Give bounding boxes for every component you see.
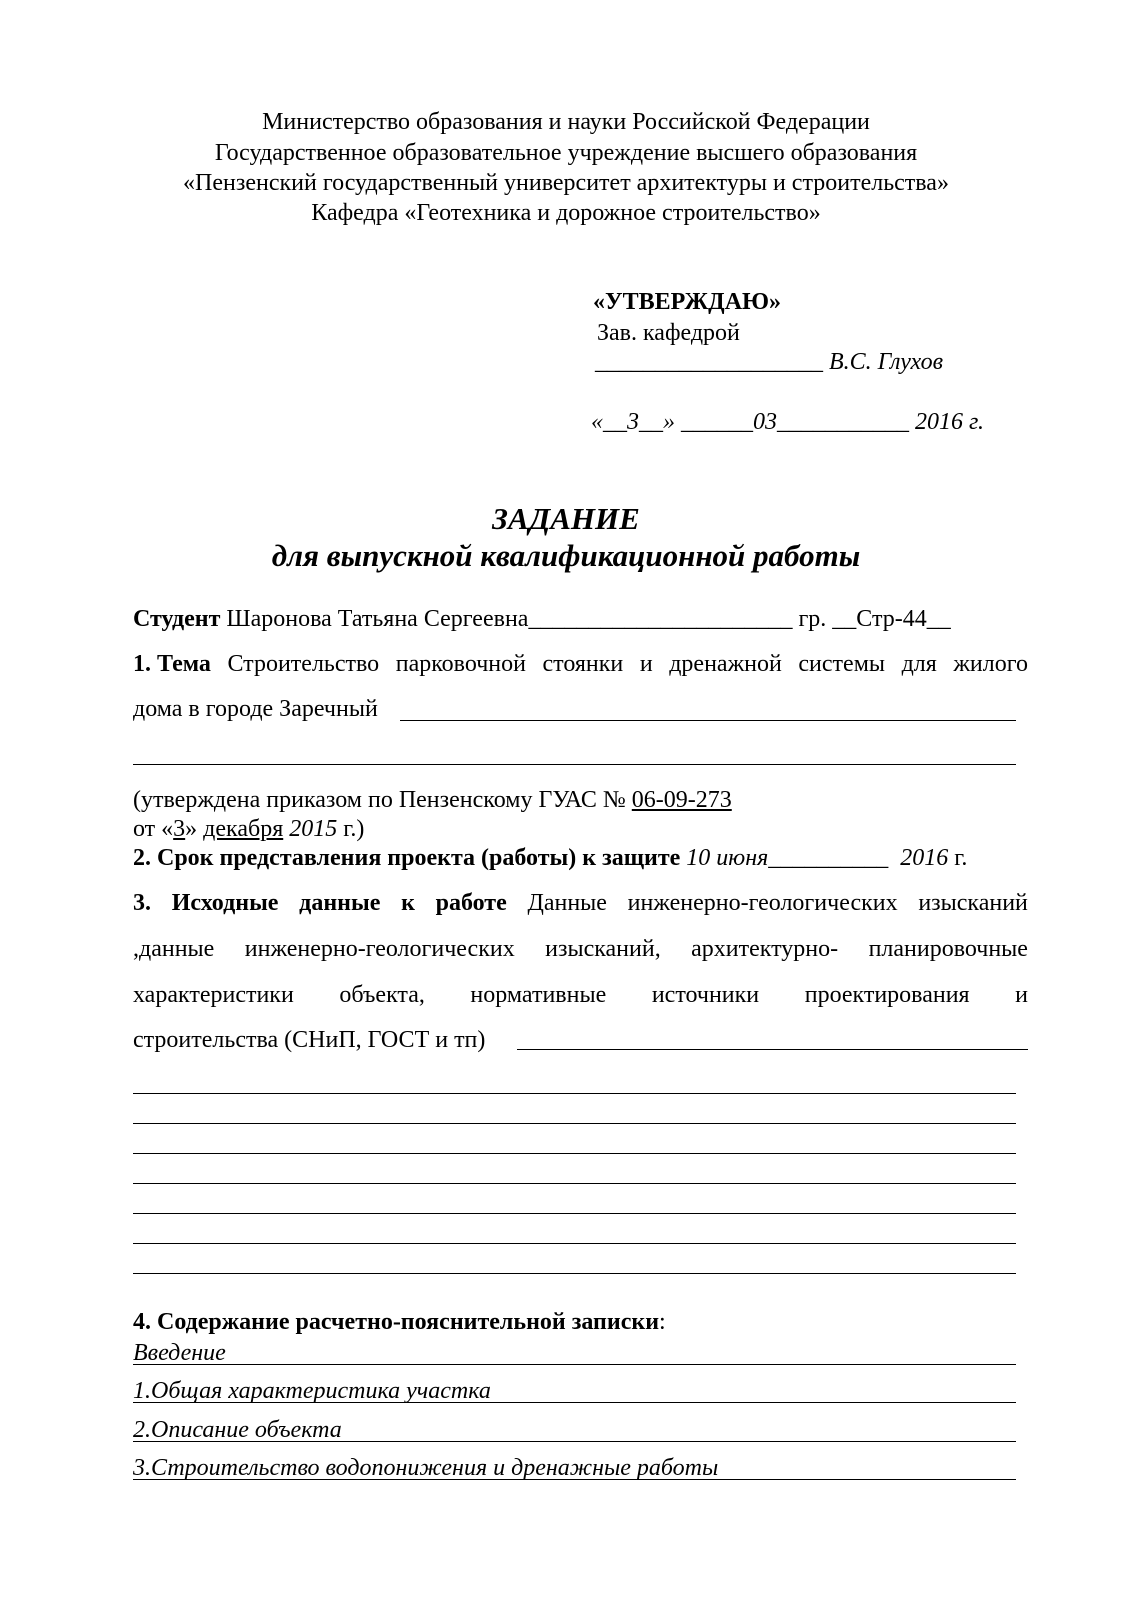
topic-empty-rule	[133, 764, 1016, 765]
contents-item: 2.Описание объекта	[133, 1417, 342, 1443]
order-day: 3	[173, 816, 186, 842]
contents-item: Введение	[133, 1340, 226, 1366]
initial-data-line-2: ,данные инженерно-геологических изысканий, архитектурно- планировочные	[133, 936, 1028, 962]
empty-line	[133, 1183, 1016, 1184]
approval-position: Зав. кафедрой	[597, 320, 740, 346]
initial-data-line-3: характеристики объекта, нормативные источники проектирования и	[133, 982, 1028, 1008]
signature-blank: ___________________	[595, 349, 823, 375]
empty-line	[133, 1273, 1016, 1274]
empty-line	[133, 1093, 1016, 1094]
initial-data-line-4: строительства (СНиП, ГОСТ и тп)	[133, 1027, 486, 1053]
institution-type-line: Государственное образовательное учреждение высшего образования	[214, 140, 918, 166]
ministry-line: Министерство образования и науки Российской Федерации	[262, 109, 870, 135]
student-group: гр. __Стр-44__	[798, 606, 951, 632]
student-name: Шаронова Татьяна Сергеевна	[226, 606, 529, 632]
deadline-date: 10 июня	[686, 845, 769, 871]
student-blank: ______________________	[528, 606, 793, 632]
student-line	[133, 607, 951, 631]
approver-name: В.С. Глухов	[829, 349, 943, 375]
order-line: (утверждена приказом по Пензенскому ГУАС № 06-09-273	[133, 787, 732, 813]
topic-fill-rule	[400, 720, 1016, 721]
student-label: Студент	[133, 606, 221, 632]
deadline-line: 2. Срок представления проекта (работы) к защите 10 июня__________ 2016 г.	[133, 845, 968, 871]
empty-line	[133, 1123, 1016, 1124]
initial-data-line-1: 3. Исходные данные к работе Данные инженерно-геологических изысканий	[133, 890, 1028, 916]
contents-item-rule	[133, 1402, 1016, 1403]
empty-line	[133, 1243, 1016, 1244]
university-name-line: «Пензенский государственный университет архитектуры и строительства»	[183, 170, 949, 196]
department-line: Кафедра «Геотехника и дорожное строительство»	[311, 200, 821, 226]
deadline-label: 2. Срок представления проекта (работы) к защите	[133, 845, 681, 871]
contents-item-rule	[133, 1479, 1016, 1480]
document-title: ЗАДАНИЕ	[492, 501, 640, 536]
initial-data-fill-rule	[517, 1049, 1028, 1050]
contents-item: 3.Строительство водопонижения и дренажные работы	[133, 1455, 719, 1481]
contents-heading: 4. Содержание расчетно-пояснительной записки:	[133, 1309, 666, 1335]
order-date-line: от «3» декабря 2015 г.)	[133, 816, 365, 842]
approval-heading: «УТВЕРЖДАЮ»	[593, 289, 782, 315]
approval-date: «__3__» ______03___________ 2016 г.	[591, 409, 985, 435]
approval-signature-line	[595, 350, 943, 374]
topic-line-1: 1. Тема Строительство парковочной стоянки и дренажной системы для жилого	[133, 651, 1028, 677]
contents-item-rule	[133, 1441, 1016, 1442]
topic-label: 1. Тема	[133, 651, 211, 677]
topic-line-2: дома в городе Заречный	[133, 696, 378, 722]
empty-line	[133, 1153, 1016, 1154]
empty-line	[133, 1213, 1016, 1214]
order-month: декабря	[203, 816, 284, 842]
order-number: 06-09-273	[631, 787, 732, 813]
deadline-year: 2016	[900, 845, 949, 871]
contents-item: 1.Общая характеристика участка	[133, 1378, 491, 1404]
document-subtitle: для выпускной квалификационной работы	[271, 538, 861, 573]
contents-item-rule	[133, 1364, 1016, 1365]
order-year: 2015	[289, 816, 338, 842]
